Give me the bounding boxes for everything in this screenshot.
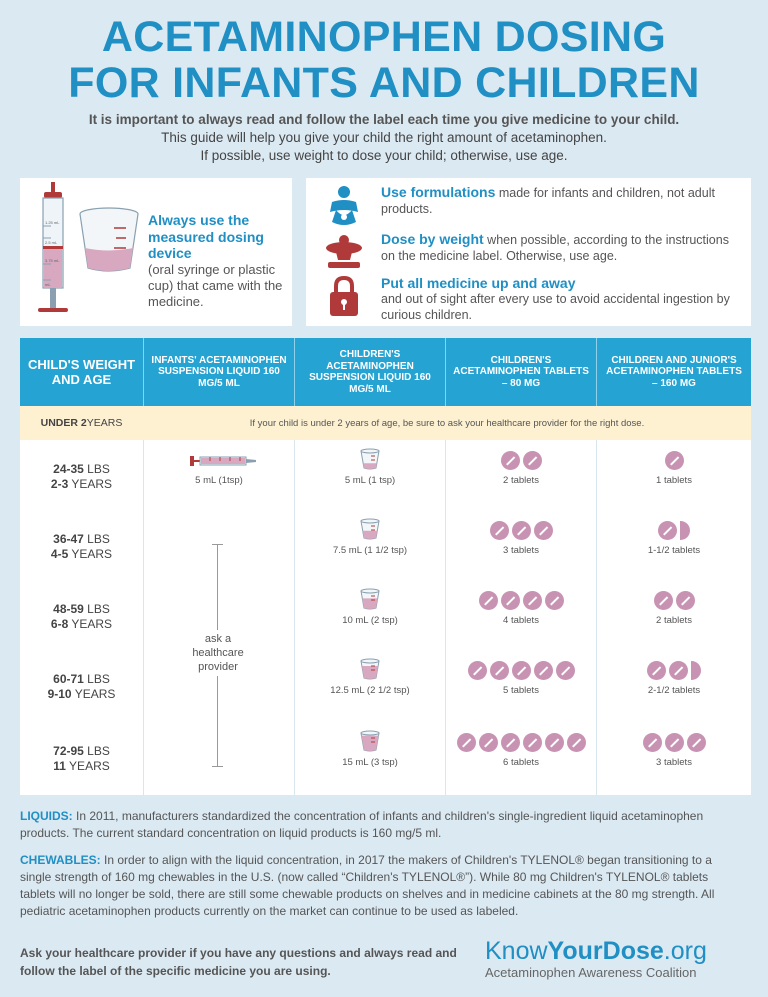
knowyourdose-logo <box>485 937 755 981</box>
tablets-80-tablet <box>523 591 542 610</box>
tablets-80-label: 2 tablets <box>503 475 539 486</box>
title-line-2: FOR INFANTS AND CHILDREN <box>68 59 700 107</box>
syringe-mark-1: 1.25 mL <box>45 220 60 225</box>
row-age-unit: YEARS <box>71 687 116 701</box>
row-label <box>20 462 143 492</box>
tablets-160-icons <box>597 451 751 470</box>
tablets-160-tablet <box>647 661 666 680</box>
tablets-160-icons <box>597 733 751 752</box>
header-infants-liquid: INFANTS' ACETAMINOPHEN SUSPENSION LIQUID 160 MG/5 ML <box>151 354 287 389</box>
tablets-160-tablet <box>665 451 684 470</box>
tip-weight <box>381 231 741 264</box>
tip-storage <box>381 275 741 323</box>
tablets-160-half-tablet <box>680 521 690 540</box>
chewables-note <box>20 852 740 920</box>
dosing-cup-icon <box>360 658 380 680</box>
dosing-device-text <box>148 212 288 310</box>
row-age: 6-8 <box>50 617 69 631</box>
row-weight-unit: LBS <box>83 672 110 686</box>
tip-storage-highlight: Put all medicine up and away <box>381 275 576 291</box>
tablets-80-tablet <box>534 521 553 540</box>
infant-dose: 5 mL (1tsp) <box>195 475 243 486</box>
tablets-80-tablet <box>490 661 509 680</box>
liquids-note <box>20 808 740 842</box>
chewables-key: CHEWABLES: <box>20 853 101 867</box>
tablets-160-label: 2 tablets <box>656 615 692 626</box>
row-age: 11 <box>53 759 66 773</box>
dosing-cup-icon <box>360 518 380 540</box>
row-weight: 72-95 <box>53 744 84 758</box>
row-age-unit: YEARS <box>68 547 113 561</box>
liquids-key: LIQUIDS: <box>20 809 73 823</box>
logo-your: Your <box>547 937 603 965</box>
tablets-160-half-tablet <box>691 661 701 680</box>
footer-text: Ask your healthcare provider if you have any questions and always read and follow the label of the specific medicine you are using. <box>20 946 457 978</box>
tablets-80-tablet <box>457 733 476 752</box>
logo-know: Know <box>485 937 548 965</box>
tablets-80-tablet <box>479 591 498 610</box>
row-age-unit: YEARS <box>65 759 110 773</box>
children-liquid-dose: 5 mL (1 tsp) <box>344 475 396 486</box>
row-age: 9-10 <box>47 687 72 701</box>
tip-formulations-text: made for infants and children, not adult products. <box>381 186 715 216</box>
scale-icon <box>322 230 366 274</box>
tablets-80-tablet <box>567 733 586 752</box>
tablets-160-icons <box>597 521 751 540</box>
tip-weight-highlight: Dose by weight <box>381 231 484 247</box>
tablets-80-tablet <box>490 521 509 540</box>
dosing-device-detail: (oral syringe or plastic cup) that came with the medicine. <box>148 261 283 309</box>
tablets-160-tablet <box>687 733 706 752</box>
tablets-80-tablet <box>501 451 520 470</box>
title-line-1: ACETAMINOPHEN DOSING <box>101 13 667 61</box>
tip-weight-text: when possible, according to the instructions on the medicine label. Otherwise, use age. <box>381 233 729 263</box>
logo-coalition: Acetaminophen Awareness Coalition <box>485 965 697 980</box>
tablets-80-tablet <box>501 591 520 610</box>
syringe-mark-4: mL <box>45 282 51 287</box>
row-weight-unit: LBS <box>83 602 110 616</box>
under-2-label <box>20 406 143 440</box>
tablets-160-tablet <box>643 733 662 752</box>
bracket-bottom <box>212 766 223 767</box>
intro-line-2: This guide will help you give your child the right amount of acetaminophen. <box>161 130 607 145</box>
tablets-160-label: 1 tablets <box>656 475 692 486</box>
tablets-80-label: 3 tablets <box>503 545 539 556</box>
tip-formulations <box>381 184 741 217</box>
tablets-160-tablet <box>676 591 695 610</box>
tablets-160-tablet <box>665 733 684 752</box>
header-weight-age: CHILD'S WEIGHT AND AGE <box>27 357 136 387</box>
infant-syringe-icon <box>190 454 266 468</box>
row-label <box>20 744 143 774</box>
row-weight: 48-59 <box>53 602 84 616</box>
logo-dose: Dose <box>602 937 664 965</box>
tablets-160-label: 3 tablets <box>656 757 692 768</box>
row-label <box>20 672 143 702</box>
row-weight: 36-47 <box>53 532 84 546</box>
tablets-80-icons <box>446 661 596 680</box>
header-children-liquid: CHILDREN'S ACETAMINOPHEN SUSPENSION LIQUID 160 MG/5 ML <box>309 349 431 395</box>
baby-icon <box>322 184 366 228</box>
tablets-160-tablet <box>654 591 673 610</box>
tablets-80-tablet <box>479 733 498 752</box>
dosing-device-highlight: Always use the measured dosing device <box>148 212 264 261</box>
tablets-80-tablet <box>523 451 542 470</box>
tablets-80-tablet <box>545 591 564 610</box>
tablets-80-tablet <box>545 733 564 752</box>
page-title <box>0 14 768 106</box>
row-age-unit: YEARS <box>68 617 113 631</box>
row-weight-unit: LBS <box>83 462 110 476</box>
header-tablets-80: CHILDREN'S ACETAMINOPHEN TABLETS – 80 MG <box>453 354 589 389</box>
intro-line-3: If possible, use weight to dose your child; otherwise, use age. <box>200 148 568 163</box>
dosing-cup-icon <box>78 206 140 276</box>
lock-icon <box>322 274 366 318</box>
children-liquid-dose: 12.5 mL (2 1/2 tsp) <box>330 685 410 696</box>
row-age: 2-3 <box>50 477 69 491</box>
tablets-80-tablet <box>556 661 575 680</box>
ask-provider: ask a healthcare provider <box>179 630 257 676</box>
header-tablets-160: CHILDREN AND JUNIOR'S ACETAMINOPHEN TABLETS – 160 MG <box>606 354 742 389</box>
tablets-80-icons <box>446 451 596 470</box>
oral-syringe-icon <box>34 182 74 322</box>
tablets-80-label: 4 tablets <box>503 615 539 626</box>
dosing-cup-icon <box>360 588 380 610</box>
row-label <box>20 532 143 562</box>
row-weight: 60-71 <box>53 672 84 686</box>
intro <box>0 111 768 165</box>
children-liquid-dose: 15 mL (3 tsp) <box>342 757 398 768</box>
dosing-table-body <box>20 440 751 795</box>
tablets-80-tablet <box>501 733 520 752</box>
row-weight-unit: LBS <box>83 532 110 546</box>
tablets-160-tablet <box>669 661 688 680</box>
row-weight: 24-35 <box>53 462 84 476</box>
row-weight-unit: LBS <box>83 744 110 758</box>
tablets-160-icons <box>597 661 751 680</box>
tablets-160-label: 2-1/2 tablets <box>647 685 701 696</box>
row-age: 4-5 <box>50 547 69 561</box>
liquids-text: In 2011, manufacturers standardized the concentration of infants and children's single-ingredient liquid acetaminophen products. The current standard concentration on liquid products is 160 mg/5 ml. <box>20 809 704 840</box>
tablets-160-label: 1-1/2 tablets <box>647 545 701 556</box>
tablets-80-tablet <box>468 661 487 680</box>
dosing-table-header <box>20 338 751 406</box>
tablets-80-icons <box>446 521 596 540</box>
chewables-text: In order to align with the liquid concentration, in 2017 the makers of Children's TYLENOL® began transitioning to a single strength of 160 mg chewables in the U.S. (now called “Children's TYLENOL®”). While 80 mg Children's TYLENOL® tablets tablets will no longer be sold, there are still some chewable products on shelves and in medicine cabinets at the 80 mg strength. All pediatric acetaminophen products currently on the market can continue to be used as labeled. <box>20 853 715 918</box>
tip-storage-text: and out of sight after every use to avoid accidental ingestion by curious children. <box>381 292 730 322</box>
tablets-80-label: 6 tablets <box>503 757 539 768</box>
tablets-160-icons <box>597 591 751 610</box>
tablets-80-tablet <box>523 733 542 752</box>
tips-card <box>306 178 751 326</box>
under-2-message: If your child is under 2 years of age, be sure to ask your healthcare provider for the right dose. <box>249 417 645 429</box>
logo-org: .org <box>663 937 707 965</box>
tablets-80-icons <box>446 591 596 610</box>
intro-bold: It is important to always read and follow the label each time you give medicine to your child. <box>88 112 680 127</box>
dosing-device-card <box>20 178 292 326</box>
tablets-80-icons <box>446 733 596 752</box>
dosing-cup-icon <box>360 730 380 752</box>
row-age-unit: YEARS <box>68 477 113 491</box>
tablets-80-tablet <box>534 661 553 680</box>
dosing-cup-icon <box>360 448 380 470</box>
tablets-80-tablet <box>512 521 531 540</box>
syringe-mark-2: 2.5 mL <box>45 240 58 245</box>
row-label <box>20 602 143 632</box>
bracket-top <box>212 544 223 545</box>
under-2-rest: YEARS <box>86 417 123 429</box>
tablets-80-label: 5 tablets <box>503 685 539 696</box>
under-2-bold: UNDER 2 <box>40 417 87 429</box>
tablets-80-tablet <box>512 661 531 680</box>
children-liquid-dose: 10 mL (2 tsp) <box>342 615 398 626</box>
syringe-mark-3: 3.75 mL <box>45 258 60 263</box>
children-liquid-dose: 7.5 mL (1 1/2 tsp) <box>332 545 408 556</box>
tablets-160-tablet <box>658 521 677 540</box>
column-divider <box>143 440 144 795</box>
tip-formulations-highlight: Use formulations <box>381 184 496 200</box>
under-2-row <box>20 406 751 440</box>
